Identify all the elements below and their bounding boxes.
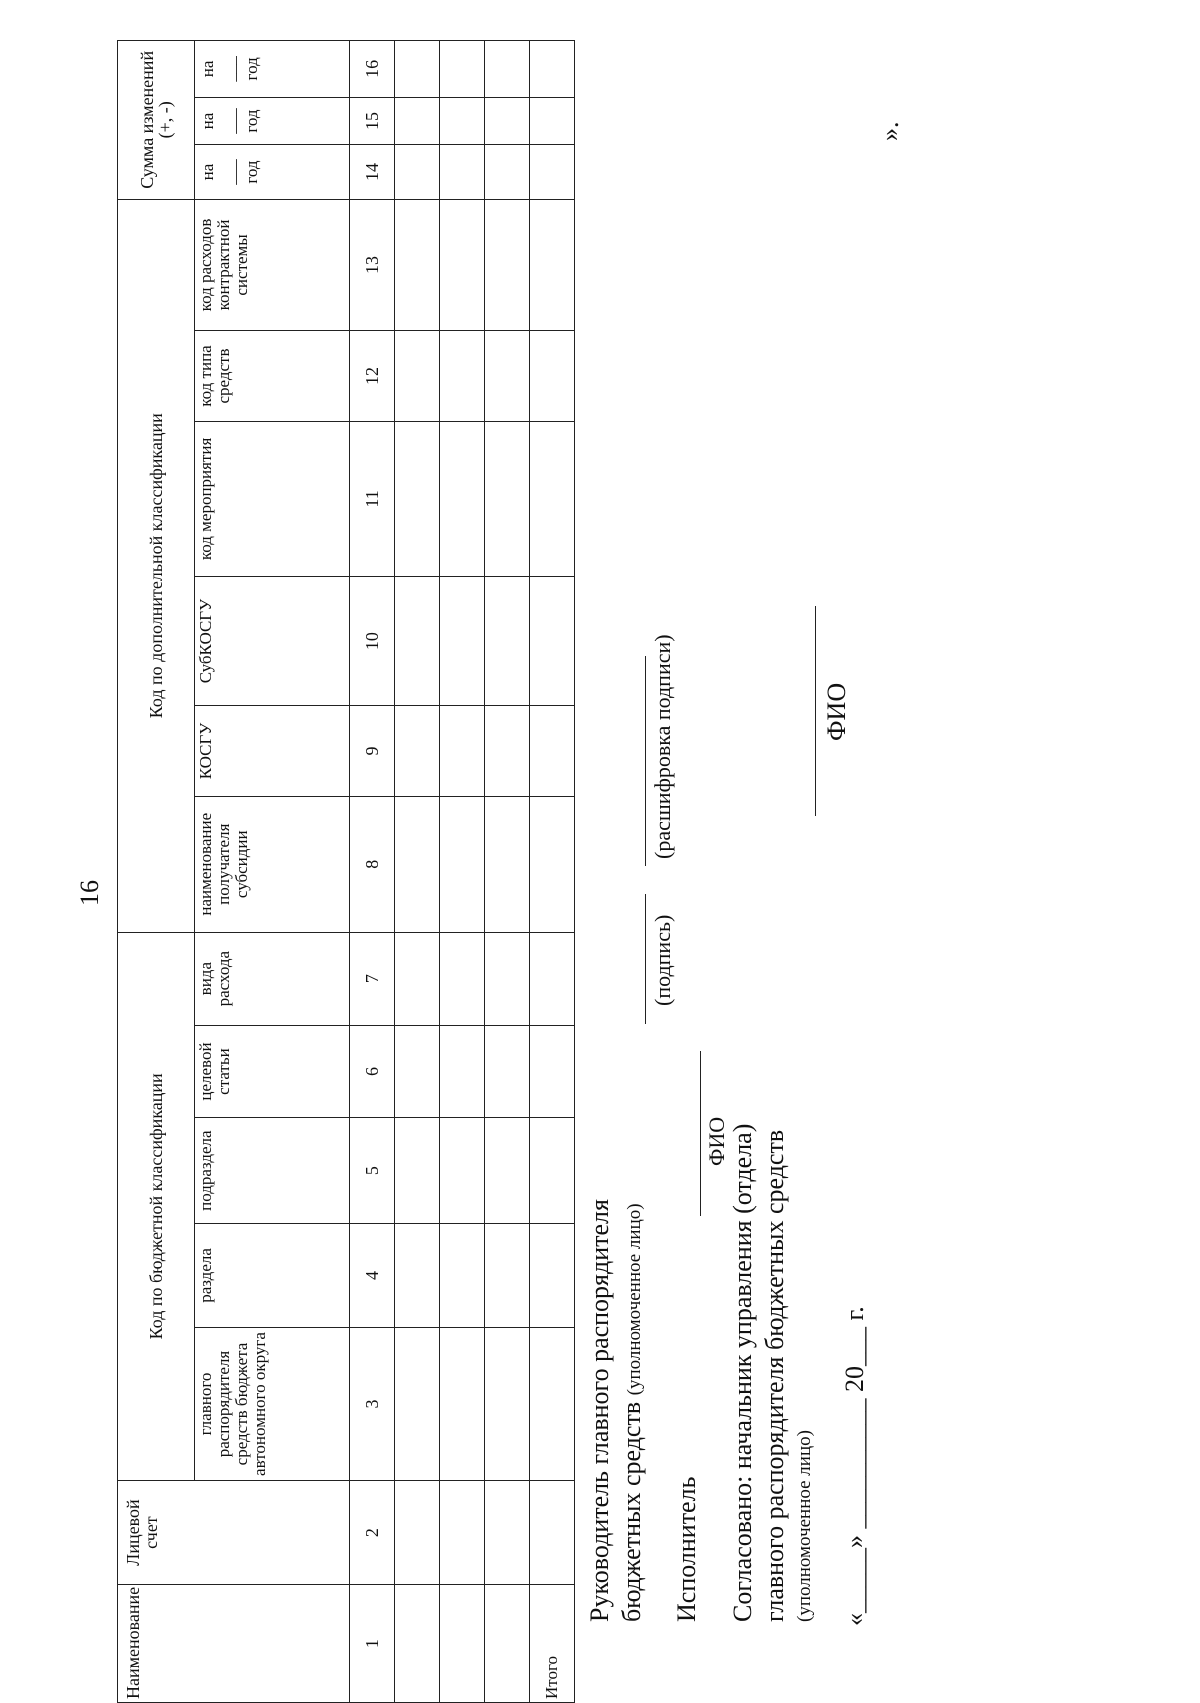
executor-line	[700, 1051, 701, 1216]
col-num: 3	[350, 1328, 395, 1481]
signature-caption: (подпись)	[650, 914, 675, 1006]
col-num: 11	[350, 421, 395, 576]
executor-label: Исполнитель	[672, 1476, 701, 1622]
sub-subkosgu-header: СубКОСГУ	[195, 577, 350, 706]
sub-year3-header: на ___ год	[195, 41, 350, 98]
closing-quote: ».	[875, 121, 904, 141]
year1-label: год	[242, 160, 261, 184]
col-num: 10	[350, 577, 395, 706]
col-num: 4	[350, 1223, 395, 1327]
date-close: »	[840, 1535, 869, 1548]
date-year: 20	[840, 1366, 869, 1392]
col-num: 15	[350, 97, 395, 145]
sub-recipient-header: наименование получателя субсидии	[195, 796, 350, 932]
group-sum-header: Сумма изменений (+, -)	[118, 41, 195, 200]
decoding-line	[645, 656, 646, 866]
agreed-auth: (уполномоченное лицо)	[794, 1430, 815, 1622]
year2-label: год	[242, 109, 261, 133]
col-num: 14	[350, 145, 395, 199]
decoding-caption: (расшифровка подписи)	[650, 634, 675, 859]
head-auth-text: (уполномоченное лицо)	[624, 1203, 645, 1396]
signature-line	[645, 894, 646, 1024]
col-num: 5	[350, 1118, 395, 1223]
agreed-fio: ФИО	[822, 682, 851, 741]
sub-podrazdel-header: подраздела	[195, 1118, 350, 1223]
col-name-header: Наименование	[118, 1585, 350, 1703]
sub-celevoy-header: целевой статьи	[195, 1025, 350, 1118]
col-num: 9	[350, 706, 395, 797]
sub-event-header: код мероприятия	[195, 421, 350, 576]
date-g: г.	[840, 1306, 869, 1321]
sub-kosgu-header: КОСГУ	[195, 706, 350, 797]
col-num: 2	[350, 1480, 395, 1584]
agreed-line2: главного распорядителя бюджетных средств	[760, 1129, 789, 1622]
group-budget-header: Код по бюджетной классификации	[118, 932, 195, 1480]
head-title-line2	[617, 1203, 647, 1622]
col-num: 16	[350, 41, 395, 98]
sub-razdel-header: раздела	[195, 1223, 350, 1327]
group-additional-header: Код по дополнительной классификации	[118, 199, 195, 932]
col-account-header: Лицевой счет	[118, 1480, 350, 1584]
year3-on: на	[198, 60, 217, 78]
col-num: 12	[350, 331, 395, 422]
page-number: 16	[75, 880, 104, 906]
date-line: «_____» __________ 20___ г.	[840, 1306, 869, 1626]
col-num: 1	[350, 1585, 395, 1703]
sub-year2-header: на ___ год	[195, 97, 350, 145]
date-open: «	[840, 1613, 869, 1626]
year2-on: на	[198, 112, 217, 130]
head-title-line1: Руководитель главного распорядителя	[585, 1199, 614, 1622]
head-title-text: бюджетных средств	[617, 1401, 646, 1622]
sub-fund-type-header: код типа средств	[195, 331, 350, 422]
sub-contract-header: код расходов контрактной системы	[195, 199, 350, 330]
col-num: 7	[350, 932, 395, 1025]
sub-year1-header: на ___ год	[195, 145, 350, 199]
year3-label: год	[242, 57, 261, 81]
executor-fio: ФИО	[704, 1116, 729, 1166]
year1-on: на	[198, 163, 217, 181]
agreed-line1: Согласовано: начальник управления (отдела)	[728, 1123, 757, 1622]
sub-vid-header: вида расхода	[195, 932, 350, 1025]
total-label: Итого	[530, 1585, 575, 1703]
col-num: 8	[350, 796, 395, 932]
agreed-fio-line	[815, 606, 816, 816]
col-num: 13	[350, 199, 395, 330]
col-num: 6	[350, 1025, 395, 1118]
sub-grs-header: главного распорядителя средств бюджета автономного округа	[195, 1328, 350, 1481]
